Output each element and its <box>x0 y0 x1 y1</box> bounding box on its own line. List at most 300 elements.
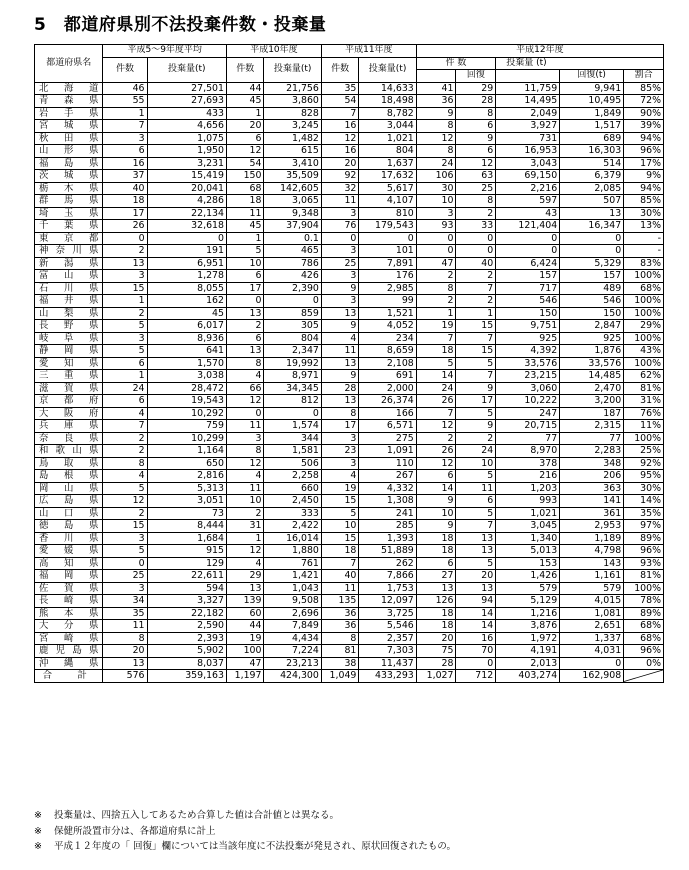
value-cell: 26 <box>103 220 147 233</box>
value-cell: 13 <box>321 395 359 408</box>
value-cell: 507 <box>560 195 624 208</box>
value-cell: 14,485 <box>560 370 624 383</box>
value-cell: 8 <box>416 120 456 133</box>
value-cell: 4 <box>321 470 359 483</box>
header-amount: 投棄量(t) <box>359 57 416 82</box>
value-cell: 33,576 <box>560 357 624 370</box>
table-row <box>35 120 664 133</box>
table-row <box>35 370 664 383</box>
pref-name-cell: 秋田県 <box>35 132 103 145</box>
table-row <box>35 482 664 495</box>
value-cell: 93% <box>624 557 664 570</box>
value-cell: 9 <box>456 382 496 395</box>
value-cell: 110 <box>359 457 416 470</box>
value-cell: 4,286 <box>147 195 226 208</box>
value-cell: 3,060 <box>496 382 560 395</box>
value-cell: 143 <box>560 557 624 570</box>
value-cell: 89% <box>624 607 664 620</box>
value-cell: 20 <box>321 157 359 170</box>
value-cell: 348 <box>560 457 624 470</box>
value-cell: 804 <box>359 145 416 158</box>
value-cell: 7,891 <box>359 257 416 270</box>
value-cell: 4,015 <box>560 595 624 608</box>
value-cell: 7 <box>103 420 147 433</box>
value-cell: 1,880 <box>264 545 321 558</box>
table-row <box>35 320 664 333</box>
value-cell: 6 <box>103 145 147 158</box>
value-cell: 54 <box>321 95 359 108</box>
total-value-cell: 403,274 <box>496 670 560 683</box>
header-count: 件数 <box>226 57 264 82</box>
value-cell: 2,283 <box>560 445 624 458</box>
value-cell: 0 <box>560 232 624 245</box>
value-cell: 2 <box>103 307 147 320</box>
pref-name-cell: 兵庫県 <box>35 420 103 433</box>
pref-name-cell: 新潟県 <box>35 257 103 270</box>
value-cell: 93 <box>416 220 456 233</box>
value-cell: 32 <box>321 182 359 195</box>
value-cell: 7 <box>321 557 359 570</box>
value-cell: 3,410 <box>264 157 321 170</box>
value-cell: 804 <box>264 332 321 345</box>
value-cell: 81% <box>624 570 664 583</box>
table-row <box>35 657 664 670</box>
value-cell: 30 <box>416 182 456 195</box>
value-cell: 4,392 <box>496 345 560 358</box>
total-value-cell: 1,049 <box>321 670 359 683</box>
value-cell: 597 <box>496 195 560 208</box>
header-count: 件数 <box>103 57 147 82</box>
value-cell: 25 <box>321 257 359 270</box>
header-amount-h12: 投棄量 (t) <box>496 57 664 70</box>
value-cell: 16,347 <box>560 220 624 233</box>
value-cell: 2,390 <box>264 282 321 295</box>
value-cell: 489 <box>560 282 624 295</box>
value-cell: 6 <box>456 120 496 133</box>
value-cell: 5 <box>456 357 496 370</box>
value-cell: 17 <box>226 282 264 295</box>
note-mark: ※ <box>34 841 42 852</box>
value-cell: 135 <box>321 595 359 608</box>
value-cell: 2,258 <box>264 470 321 483</box>
table-row <box>35 395 664 408</box>
header-group-h11: 平成11年度 <box>321 45 416 58</box>
value-cell: 22,611 <box>147 570 226 583</box>
value-cell: 24 <box>456 445 496 458</box>
value-cell: 333 <box>264 507 321 520</box>
value-cell: 129 <box>147 557 226 570</box>
pref-name-cell: 沖縄県 <box>35 657 103 670</box>
value-cell: 179,543 <box>359 220 416 233</box>
value-cell: 3 <box>321 270 359 283</box>
value-cell: 2,696 <box>264 607 321 620</box>
value-cell: 38 <box>321 657 359 670</box>
value-cell: 1 <box>226 532 264 545</box>
value-cell: 0 <box>456 657 496 670</box>
table-row <box>35 282 664 295</box>
value-cell: 3 <box>103 582 147 595</box>
value-cell: 20,041 <box>147 182 226 195</box>
value-cell: 15 <box>321 495 359 508</box>
total-value-cell: 433,293 <box>359 670 416 683</box>
value-cell: 262 <box>359 557 416 570</box>
value-cell: 46 <box>103 82 147 95</box>
value-cell: 16 <box>321 145 359 158</box>
value-cell: 12 <box>456 157 496 170</box>
value-cell: 37 <box>103 170 147 183</box>
value-cell: 241 <box>359 507 416 520</box>
value-cell: 2 <box>416 432 456 445</box>
value-cell: 27 <box>416 570 456 583</box>
value-cell: 13 <box>226 307 264 320</box>
pref-name-cell: 徳島県 <box>35 520 103 533</box>
table-row <box>35 307 664 320</box>
value-cell: 2,847 <box>560 320 624 333</box>
value-cell: 68% <box>624 282 664 295</box>
value-cell: 100% <box>624 432 664 445</box>
value-cell: 1,337 <box>560 632 624 645</box>
pref-name-cell: 山口県 <box>35 507 103 520</box>
value-cell: 18 <box>416 545 456 558</box>
value-cell: 3,860 <box>264 95 321 108</box>
value-cell: 7 <box>416 332 456 345</box>
value-cell: 761 <box>264 557 321 570</box>
value-cell: 19 <box>416 320 456 333</box>
value-cell: 4,434 <box>264 632 321 645</box>
value-cell: 3,200 <box>560 395 624 408</box>
value-cell: - <box>624 245 664 258</box>
value-cell: 1 <box>103 295 147 308</box>
table-body <box>35 82 664 682</box>
value-cell: 12 <box>416 457 456 470</box>
value-cell: 3 <box>103 532 147 545</box>
pref-name-cell: 愛媛県 <box>35 545 103 558</box>
value-cell: 85% <box>624 195 664 208</box>
value-cell: 7 <box>103 120 147 133</box>
value-cell: 3,245 <box>264 120 321 133</box>
value-cell: 1,021 <box>496 507 560 520</box>
header-amount: 投棄量(t) <box>264 57 321 82</box>
value-cell: 8,971 <box>264 370 321 383</box>
value-cell: 650 <box>147 457 226 470</box>
value-cell: 17 <box>456 395 496 408</box>
value-cell: 4 <box>226 370 264 383</box>
value-cell: 7 <box>321 107 359 120</box>
total-value-cell: 712 <box>456 670 496 683</box>
table-row <box>35 345 664 358</box>
value-cell: 731 <box>496 132 560 145</box>
value-cell: 20 <box>456 570 496 583</box>
value-cell: 14,633 <box>359 82 416 95</box>
value-cell: 9 <box>321 370 359 383</box>
value-cell: 45 <box>226 95 264 108</box>
value-cell: 14 <box>456 620 496 633</box>
value-cell: 1,189 <box>560 532 624 545</box>
value-cell: 16,953 <box>496 145 560 158</box>
value-cell: 30% <box>624 482 664 495</box>
value-cell: 62% <box>624 370 664 383</box>
value-cell: 5,329 <box>560 257 624 270</box>
value-cell: 24 <box>416 382 456 395</box>
value-cell: 285 <box>359 520 416 533</box>
value-cell: 20 <box>416 632 456 645</box>
value-cell: 60 <box>226 607 264 620</box>
value-cell: 0 <box>560 657 624 670</box>
pref-name-cell: 和歌山県 <box>35 445 103 458</box>
value-cell: 8 <box>416 145 456 158</box>
value-cell: 13 <box>321 307 359 320</box>
value-cell: 8,055 <box>147 282 226 295</box>
value-cell: 25 <box>456 182 496 195</box>
value-cell: 2 <box>456 207 496 220</box>
value-cell: 18 <box>226 195 264 208</box>
value-cell: 3,927 <box>496 120 560 133</box>
value-cell: 0 <box>226 407 264 420</box>
value-cell: 1,091 <box>359 445 416 458</box>
value-cell: 3,045 <box>496 520 560 533</box>
value-cell: 3 <box>226 432 264 445</box>
value-cell: 18 <box>321 545 359 558</box>
value-cell: 546 <box>496 295 560 308</box>
value-cell: 1 <box>103 107 147 120</box>
pref-name-cell: 長野県 <box>35 320 103 333</box>
value-cell: 166 <box>359 407 416 420</box>
value-cell: 0.1 <box>264 232 321 245</box>
value-cell: 1,637 <box>359 157 416 170</box>
value-cell: 4 <box>226 557 264 570</box>
header-pref: 都道府県名 <box>35 45 103 83</box>
value-cell: 1,216 <box>496 607 560 620</box>
value-cell: 6 <box>226 132 264 145</box>
pref-name-cell: 宮崎県 <box>35 632 103 645</box>
value-cell: 2 <box>226 320 264 333</box>
value-cell: 9,941 <box>560 82 624 95</box>
value-cell: 26,374 <box>359 395 416 408</box>
value-cell: 23,215 <box>496 370 560 383</box>
value-cell: 5 <box>321 507 359 520</box>
value-cell: 812 <box>264 395 321 408</box>
value-cell: 31% <box>624 395 664 408</box>
value-cell: 0 <box>496 232 560 245</box>
value-cell: 6 <box>103 395 147 408</box>
value-cell: 11,759 <box>496 82 560 95</box>
value-cell: 15 <box>103 520 147 533</box>
value-cell: 6 <box>456 145 496 158</box>
value-cell: 2 <box>456 270 496 283</box>
value-cell: 14 <box>456 607 496 620</box>
value-cell: 68% <box>624 620 664 633</box>
value-cell: 16 <box>321 120 359 133</box>
value-cell: 12 <box>416 420 456 433</box>
value-cell: 35% <box>624 507 664 520</box>
value-cell: 0 <box>103 232 147 245</box>
pref-name-cell: 栃木県 <box>35 182 103 195</box>
value-cell: 5 <box>416 357 456 370</box>
value-cell: 4 <box>103 407 147 420</box>
value-cell: 7 <box>456 520 496 533</box>
value-cell: 7,303 <box>359 645 416 658</box>
value-cell: 915 <box>147 545 226 558</box>
value-cell: 993 <box>496 495 560 508</box>
value-cell: 44 <box>226 620 264 633</box>
value-cell: 660 <box>264 482 321 495</box>
note-mark: ※ <box>34 810 42 821</box>
value-cell: 10,222 <box>496 395 560 408</box>
value-cell: 12,097 <box>359 595 416 608</box>
value-cell: 73 <box>147 507 226 520</box>
table-row <box>35 407 664 420</box>
value-cell: 3,044 <box>359 120 416 133</box>
value-cell: 12 <box>321 132 359 145</box>
table-row <box>35 107 664 120</box>
value-cell: 9 <box>321 320 359 333</box>
value-cell: 9,751 <box>496 320 560 333</box>
value-cell: 1,075 <box>147 132 226 145</box>
value-cell: 859 <box>264 307 321 320</box>
table-row <box>35 545 664 558</box>
value-cell: 18 <box>416 620 456 633</box>
pref-name-cell: 神奈川県 <box>35 245 103 258</box>
value-cell: 85% <box>624 82 664 95</box>
value-cell: 89% <box>624 532 664 545</box>
value-cell: 12 <box>226 457 264 470</box>
value-cell: 13% <box>624 220 664 233</box>
value-cell: 12 <box>416 132 456 145</box>
value-cell: 3,065 <box>264 195 321 208</box>
value-cell: 1,021 <box>359 132 416 145</box>
value-cell: 25% <box>624 445 664 458</box>
value-cell: 7 <box>416 407 456 420</box>
value-cell: 10 <box>456 457 496 470</box>
value-cell: 77 <box>560 432 624 445</box>
value-cell: 3 <box>103 270 147 283</box>
table-row <box>35 132 664 145</box>
value-cell: 10 <box>226 495 264 508</box>
value-cell: 9 <box>416 520 456 533</box>
value-cell: 35 <box>321 82 359 95</box>
value-cell: 100% <box>624 332 664 345</box>
pref-name-cell: 広島県 <box>35 495 103 508</box>
note-text: 平成１２年度の「 回復」欄については当該年度に不法投棄が発見され、原状回復されたもの。 <box>54 841 457 852</box>
value-cell: 14 <box>416 482 456 495</box>
table-row <box>35 232 664 245</box>
value-cell: 506 <box>264 457 321 470</box>
value-cell: 10 <box>321 520 359 533</box>
value-cell: 0 <box>147 232 226 245</box>
table-row <box>35 382 664 395</box>
value-cell: 206 <box>560 470 624 483</box>
value-cell: 78% <box>624 595 664 608</box>
value-cell: 19,543 <box>147 395 226 408</box>
value-cell: 22,182 <box>147 607 226 620</box>
value-cell: 36 <box>416 95 456 108</box>
value-cell: 3 <box>321 432 359 445</box>
value-cell: 150 <box>496 307 560 320</box>
value-cell: 17 <box>321 420 359 433</box>
pref-name-cell: 福岡県 <box>35 570 103 583</box>
value-cell: 2 <box>103 445 147 458</box>
value-cell: 4,052 <box>359 320 416 333</box>
value-cell: 28 <box>456 95 496 108</box>
value-cell: 514 <box>560 157 624 170</box>
value-cell: 191 <box>147 245 226 258</box>
table-row <box>35 195 664 208</box>
total-value-cell: 576 <box>103 670 147 683</box>
value-cell: 81% <box>624 382 664 395</box>
value-cell: 45 <box>226 220 264 233</box>
value-cell: 8 <box>321 407 359 420</box>
value-cell: 2,357 <box>359 632 416 645</box>
value-cell: 378 <box>496 457 560 470</box>
value-cell: 30% <box>624 207 664 220</box>
value-cell: 29 <box>456 82 496 95</box>
value-cell: 6 <box>103 357 147 370</box>
value-cell: 6 <box>416 557 456 570</box>
value-cell: 12 <box>226 395 264 408</box>
value-cell: 11 <box>321 345 359 358</box>
header-blank <box>496 70 560 83</box>
value-cell: 3 <box>321 457 359 470</box>
value-cell: 6 <box>226 332 264 345</box>
pref-name-cell: 茨城県 <box>35 170 103 183</box>
value-cell: 6 <box>416 470 456 483</box>
note-mark: ※ <box>34 825 42 837</box>
value-cell: 81 <box>321 645 359 658</box>
pref-name-cell: 山形県 <box>35 145 103 158</box>
value-cell: 36 <box>321 620 359 633</box>
value-cell: 150 <box>560 307 624 320</box>
value-cell: 433 <box>147 107 226 120</box>
value-cell: 11 <box>226 482 264 495</box>
value-cell: 40 <box>103 182 147 195</box>
value-cell: 759 <box>147 420 226 433</box>
value-cell: 100% <box>624 307 664 320</box>
value-cell: 1,753 <box>359 582 416 595</box>
table-row <box>35 470 664 483</box>
value-cell: 8,970 <box>496 445 560 458</box>
value-cell: 5 <box>456 407 496 420</box>
value-cell: 18,498 <box>359 95 416 108</box>
total-value-cell: 359,163 <box>147 670 226 683</box>
pref-name-cell: 東京都 <box>35 232 103 245</box>
value-cell: 22,134 <box>147 207 226 220</box>
value-cell: 247 <box>496 407 560 420</box>
value-cell: 41 <box>416 82 456 95</box>
value-cell: 0 <box>456 245 496 258</box>
value-cell: 8 <box>226 357 264 370</box>
pref-name-cell: 岐阜県 <box>35 332 103 345</box>
total-label: 合 計 <box>35 670 103 683</box>
value-cell: 786 <box>264 257 321 270</box>
value-cell: 9 <box>416 107 456 120</box>
value-cell: 0 <box>416 245 456 258</box>
value-cell: 11 <box>321 582 359 595</box>
value-cell: 36 <box>321 607 359 620</box>
value-cell: 34,345 <box>264 382 321 395</box>
value-cell: 75 <box>416 645 456 658</box>
value-cell: 13 <box>226 345 264 358</box>
table-row <box>35 620 664 633</box>
header-blank <box>416 70 456 83</box>
value-cell: 216 <box>496 470 560 483</box>
value-cell: 76% <box>624 407 664 420</box>
value-cell: 99 <box>359 295 416 308</box>
value-cell: 3,725 <box>359 607 416 620</box>
value-cell: 1,482 <box>264 132 321 145</box>
value-cell: 2,049 <box>496 107 560 120</box>
value-cell: 4 <box>321 332 359 345</box>
value-cell: 7 <box>456 282 496 295</box>
